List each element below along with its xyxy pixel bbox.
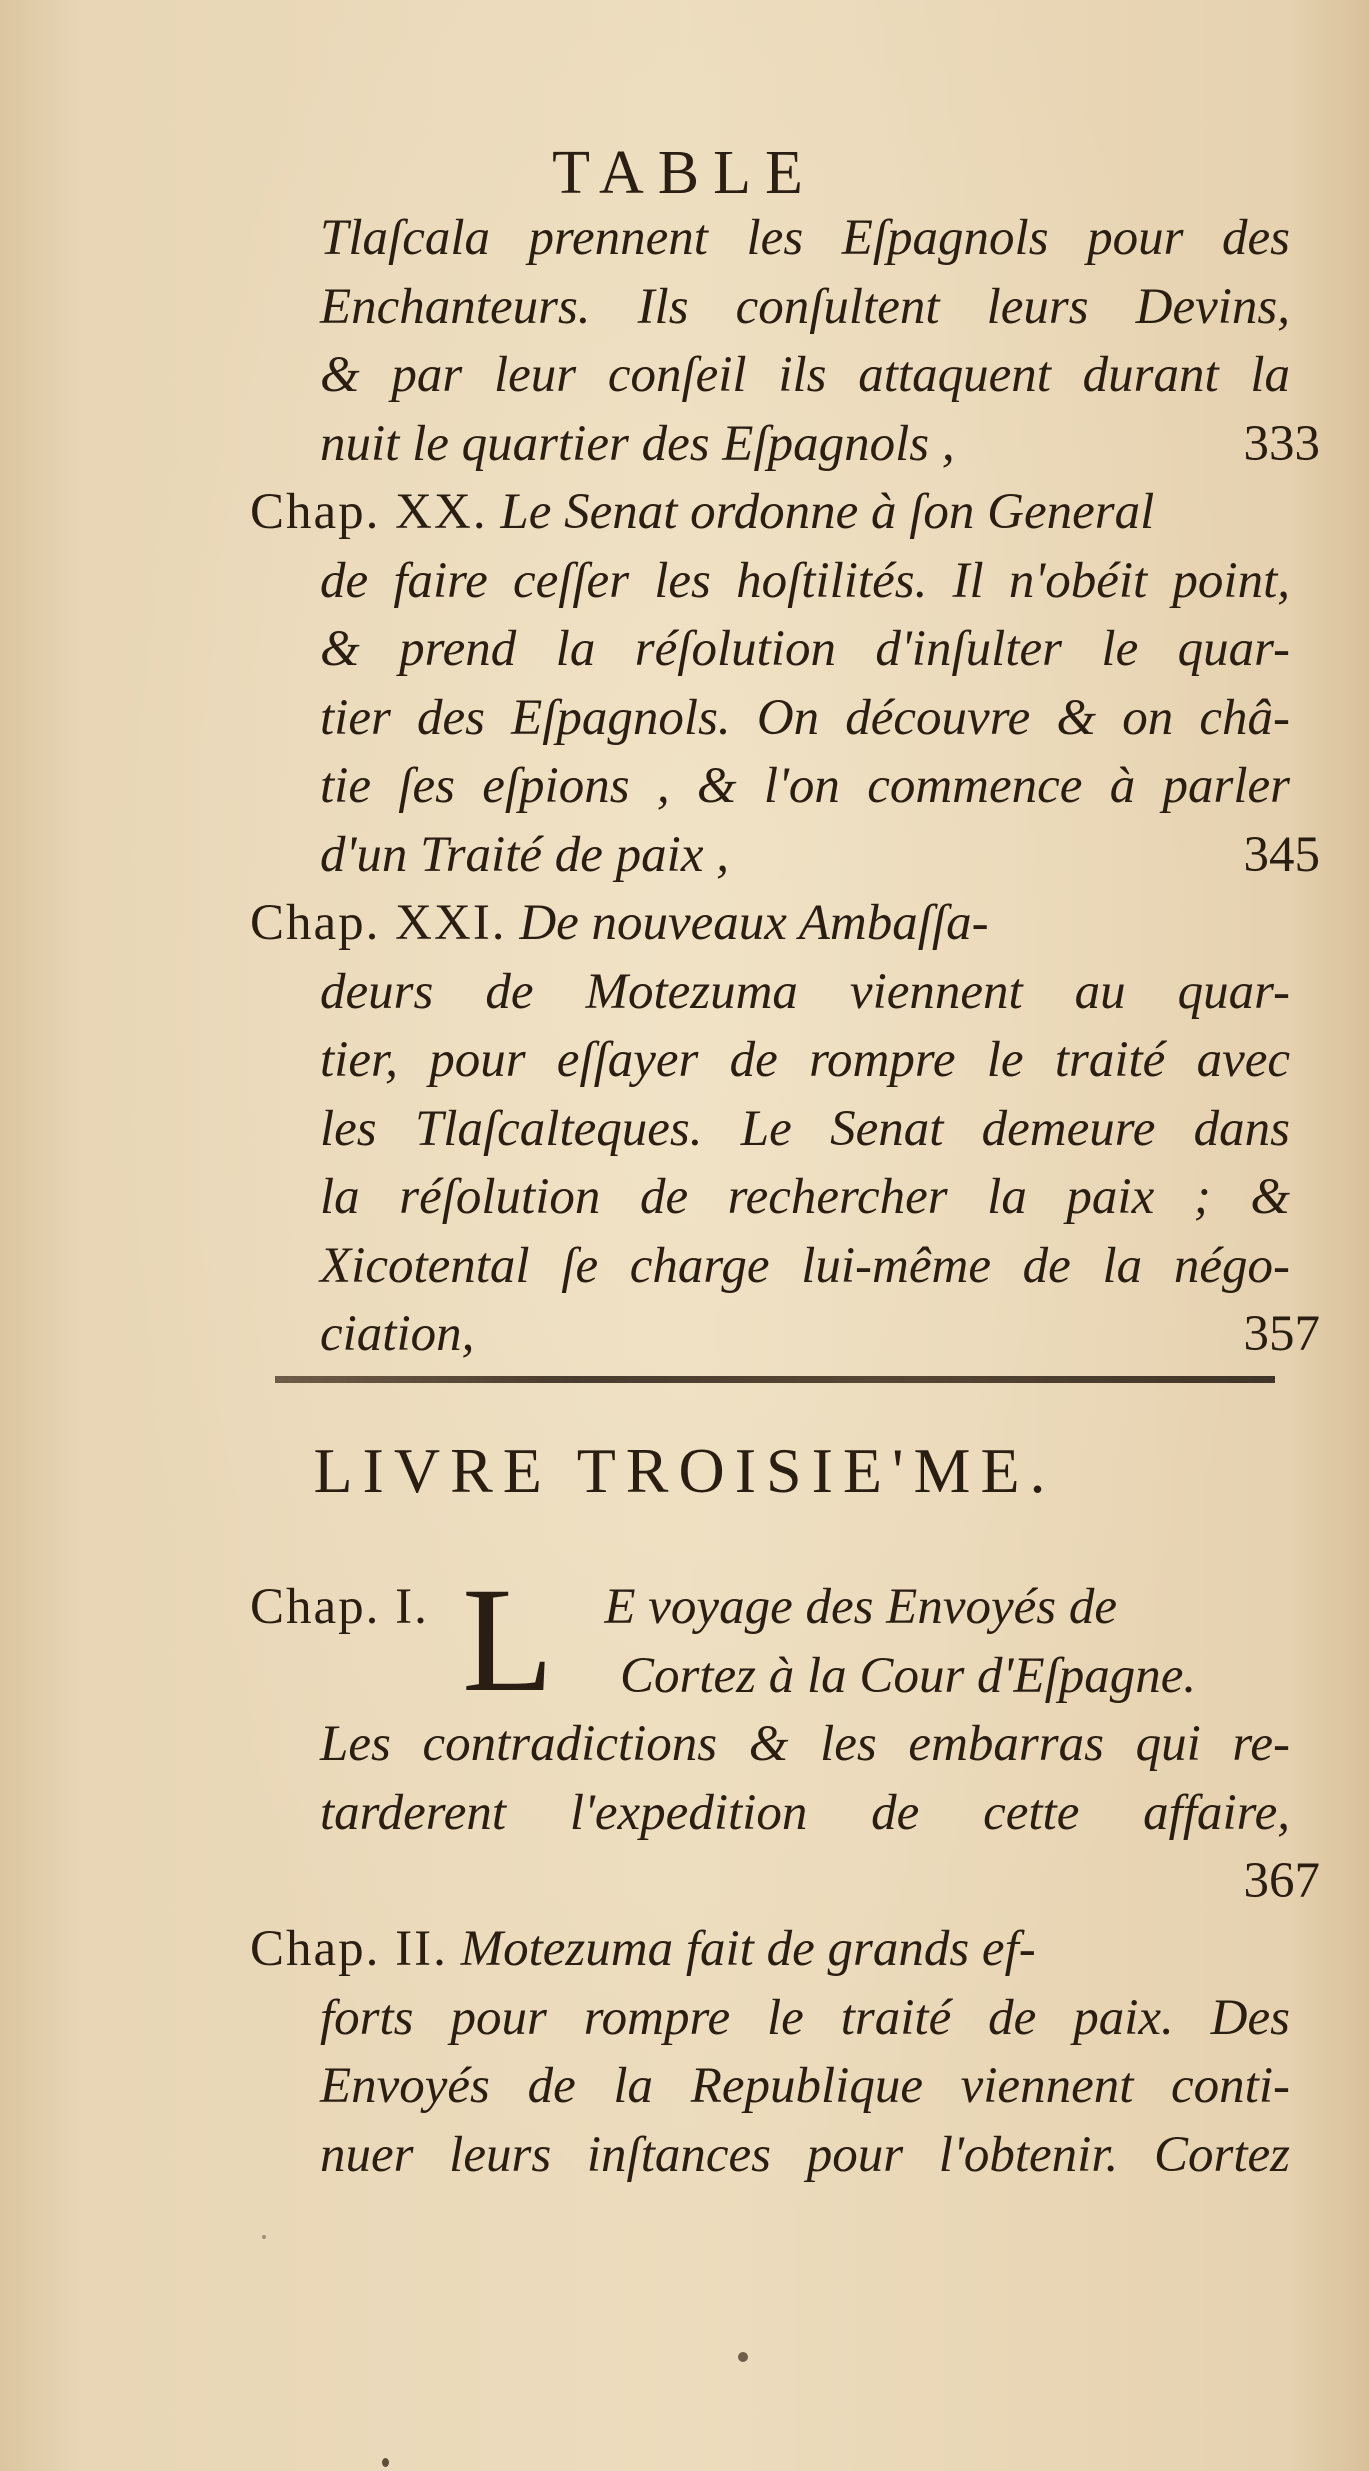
text-line: Chap. XXI. De nouveaux Ambaſſa-: [250, 895, 989, 951]
text-line: ciation, 357: [250, 1300, 1350, 1369]
drop-cap-letter: L: [462, 1557, 554, 1723]
entry-continuation: [250, 204, 1350, 478]
page-number: 333: [1243, 415, 1320, 472]
text-line: tier, pour eſſayer de rompre le traité avec: [320, 1032, 1290, 1088]
text-line: la réſolution de rechercher la paix ; &: [320, 1169, 1290, 1225]
text-line: Xicotental ſe charge lui-même de la négo-: [320, 1237, 1290, 1294]
chapter-label: Chap. XXI.: [250, 895, 507, 951]
text-line: & prend la réſolution d'inſulter le quar-: [320, 621, 1290, 677]
chapter-label: Chap. I.: [250, 1579, 429, 1635]
paper-speck: [262, 2235, 266, 2239]
text-line: Les contradictions & les embarras qui re-: [320, 1716, 1290, 1772]
text-line: nuit le quartier des Eſpagnols , 333: [250, 410, 1350, 479]
text-line: & par leur conſeil ils attaquent durant la: [320, 347, 1290, 403]
text-line: Cortez à la Cour d'Eſpagne.: [620, 1647, 1197, 1704]
page-number: 357: [1243, 1306, 1320, 1362]
text-line: forts pour rompre le traité de paix. Des: [320, 1989, 1290, 2046]
paper-speck: [382, 2458, 389, 2467]
entry-chap-21: [250, 889, 1350, 1369]
text-line: tie ſes eſpions , & l'on commence à parler: [320, 758, 1290, 814]
paper-speck: [738, 2352, 748, 2362]
text-line: Enchanteurs. Ils conſultent leurs Devins,: [320, 278, 1290, 335]
entry-chap-2: [250, 1915, 1350, 2189]
book-section-heading: LIVRE TROISIE'ME.: [313, 1435, 1056, 1506]
ornamental-rule: [275, 1376, 1275, 1383]
chapter-label: Chap. XX.: [250, 484, 488, 540]
page-header-title: TABLE: [552, 139, 817, 207]
text-line: nuer leurs inſtances pour l'obtenir. Cortez: [320, 2126, 1290, 2183]
text-line: tier des Eſpagnols. On découvre & on châ-: [320, 689, 1290, 746]
text-line: d'un Traité de paix , 345: [250, 821, 1350, 890]
text-line: Chap. II. Motezuma fait de grands ef-: [250, 1921, 1036, 1977]
entry-chap-20: [250, 478, 1350, 889]
text-line: [250, 1847, 1350, 1916]
text-line: Chap. XX. Le Senat ordonne à ſon General: [250, 484, 1155, 540]
entry-chap-1: [250, 1573, 1350, 1916]
text-line: deurs de Motezuma viennent au quar-: [320, 963, 1290, 1020]
chapter-label: Chap. II.: [250, 1921, 448, 1977]
text-line: Chap. I. E voyage des Envoyés de: [250, 1579, 1117, 1635]
text-line: les Tlaſcalteques. Le Senat demeure dans: [320, 1100, 1290, 1157]
text-line: tarderent l'expedition de cette affaire,: [320, 1784, 1290, 1841]
text-line: Tlaſcala prennent les Eſpagnols pour des: [320, 210, 1290, 266]
page-number: 367: [1243, 1853, 1320, 1909]
text-line: de faire ceſſer les hoſtilités. Il n'obéit point,: [320, 552, 1290, 609]
page-number: 345: [1243, 826, 1320, 883]
text-line: Envoyés de la Republique viennent conti-: [320, 2058, 1290, 2114]
